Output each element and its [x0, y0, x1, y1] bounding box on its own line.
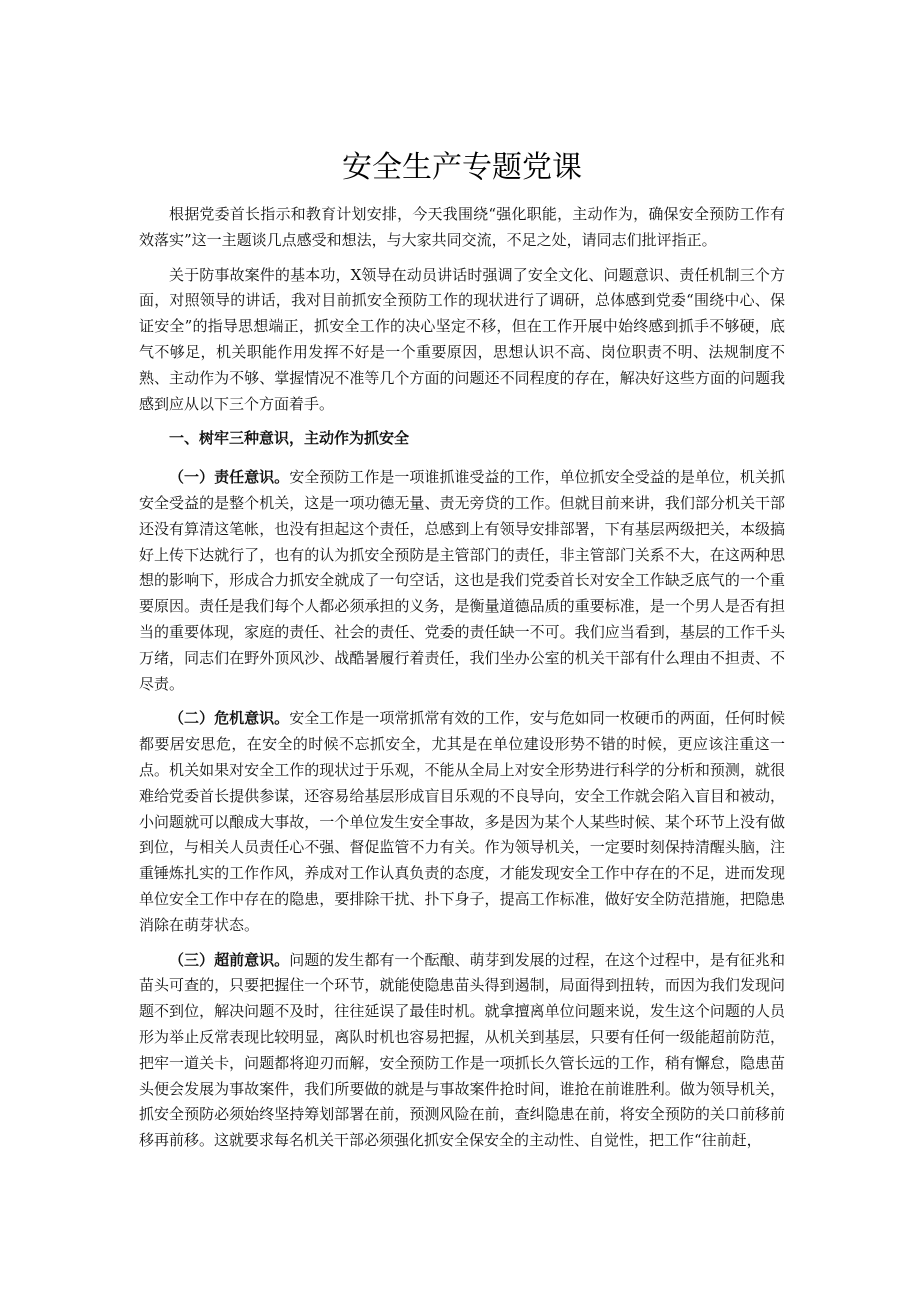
section-heading: 一、树牢三种意识，主动作为抓安全	[169, 429, 410, 448]
intro-paragraph: 根据党委首长指示和教育计划安排，今天我围绕“强化职能，主动作为，确保安全预防工作有效落实”这一主题谈几点感受和想法，与大家共同交流，不足之处，请同志们批评指正。	[139, 205, 785, 249]
item-text: 问题的发生都有一个酝酿、萌芽到发展的过程，在这个过程中，是有征兆和苗头可查的，只要把握住一个环节，就能使隐患苗头得到遏制，局面得到扭转，而因为我们发现问题不到位，解决问题不及时，往往延误了最佳时机。就拿擅离单位问题来说，发生这个问题的人员形为举止反常表现比较明显，离队时机也容易把握，从机关到基层，只要有任何一级能超前防范，把牢一道关卡，问题都将迎刃而解，安全预防工作是一项抓长久管长远的工作，稍有懈怠，隐患苗头便会发展为事故案件，我们所要做的就是与事故案件抢时间，谁抢在前谁胜利。做为领导机关，抓安全预防必须始终坚持筹划部署在前，预测风险在前，查纠隐患在前，将安全预防的关口前移前移再前移。这就要求每名机关干部必须强化抓安全保安全的主动性、自觉性，把工作“往前赶，	[139, 950, 785, 1150]
item-text: 安全工作是一项常抓常有效的工作，安与危如同一枚硬币的两面，任何时候都要居安思危，在安全的时候不忘抓安全，尤其是在单位建设形势不错的时候，更应该注重这一点。机关如果对安全工作的现状过于乐观，不能从全局上对安全形势进行科学的分析和预测，就很难给党委首长提供参谋，还容易给基层形成盲目乐观的不良导向，安全工作就会陷入盲目和被动，小问题就可以酿成大事故，一个单位发生安全事故，多是因为某个人某些时候、某个环节上没有做到位，与相关人员责任心不强、督促监管不力有关。作为领导机关，一定要时刻保持清醒头脑，注重锤炼扎实的工作作风，养成对工作认真负责的态度，才能发现安全工作中存在的不足，进而发现单位安全工作中存在的隐患，要排除干扰、扑下身子，提高工作标准，做好安全防范措施，把隐患消除在萌芽状态。	[139, 709, 785, 934]
item-lead: （三）超前意识。	[169, 950, 290, 969]
item-lead: （二）危机意识。	[169, 709, 290, 728]
item-crisis	[139, 706, 785, 938]
document-page	[139, 150, 785, 1163]
item-foresight	[139, 948, 785, 1154]
page-title: 安全生产专题党课	[342, 150, 582, 185]
item-text: 安全预防工作是一项谁抓谁受益的工作，单位抓安全受益的是单位，机关抓安全受益的是整个机关，这是一项功德无量、责无旁贷的工作。但就目前来讲，我们部分机关干部还没有算清这笔帐，也没有担起这个责任，总感到上有领导安排部署，下有基层两级把关，本级搞好上传下达就行了，也有的认为抓安全预防是主管部门的责任，非主管部门关系不大，在这两种思想的影响下，形成合力抓安全就成了一句空话，这也是我们党委首长对安全工作缺乏底气的一个重要原因。责任是我们每个人都必须承担的义务，是衡量道德品质的重要标准，是一个男人是否有担当的重要体现，家庭的责任、社会的责任、党委的责任缺一不可。我们应当看到，基层的工作千头万绪，同志们在野外顶风沙、战酷暑履行着责任，我们坐办公室的机关干部有什么理由不担责、不尽责。	[139, 468, 785, 693]
overview-paragraph: 关于防事故案件的基本功，X领导在动员讲话时强调了安全文化、问题意识、责任机制三个方面，对照领导的讲话，我对目前抓安全预防工作的现状进行了调研，总体感到党委“围绕中心、保证安全”的指导思想端正，抓安全工作的决心坚定不移，但在工作开展中始终感到抓手不够硬，底气不够足，机关职能作用发挥不好是一个重要原因，思想认识不高、岗位职责不明、法规制度不熟、主动作为不够、掌握情况不准等几个方面的问题还不同程度的存在，解决好这些方面的问题我感到应从以下三个方面着手。	[139, 265, 785, 413]
item-lead: （一）责任意识。	[169, 468, 290, 487]
item-responsibility	[139, 465, 785, 697]
